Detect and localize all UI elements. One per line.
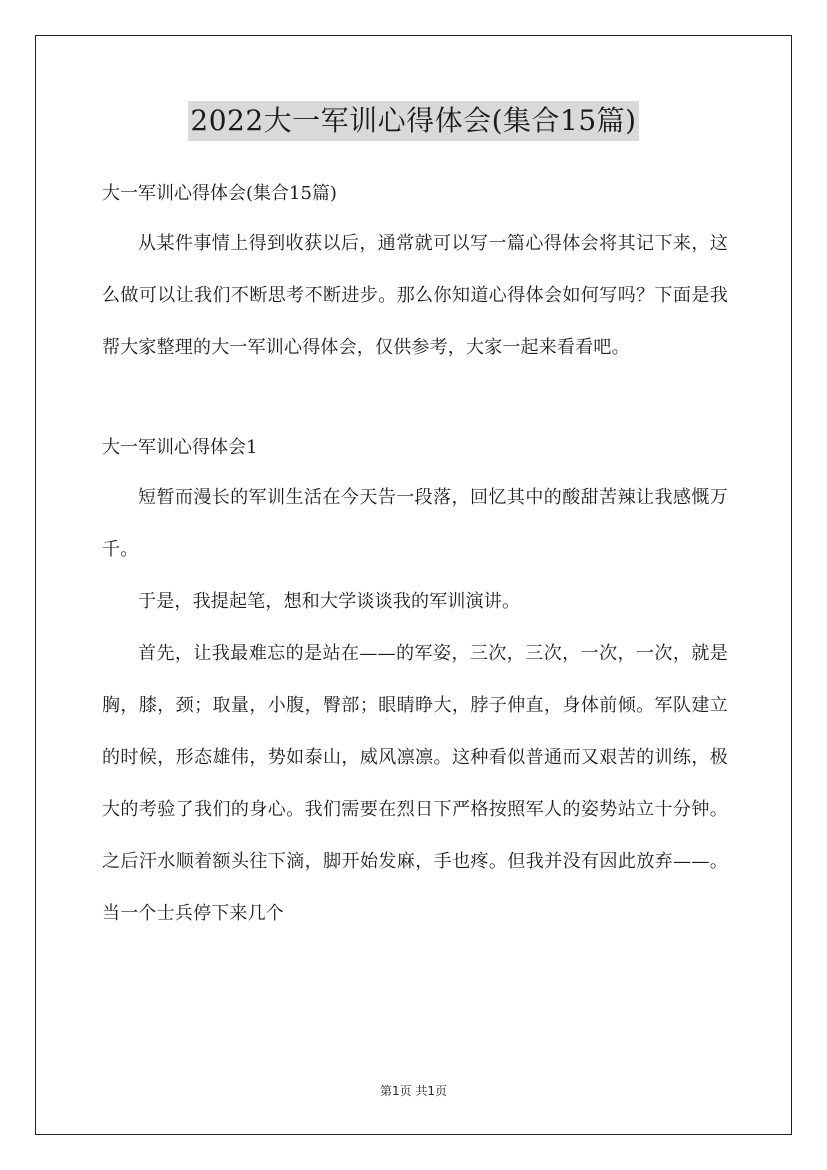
page-number: 第1页 共1页 <box>379 1084 448 1098</box>
section-heading: 大一军训心得体会1 <box>102 437 258 458</box>
title-container <box>0 101 827 141</box>
document-body <box>102 170 728 940</box>
body-paragraph: 首先，让我最难忘的是站在——的军姿，三次，三次，一次，一次，就是胸，膝，颈；取量，小腹，臀部；眼睛睁大，脖子伸直，身体前倾。军队建立的时候，形态雄伟，势如泰山，威风凛凛。这种看似普通而又艰苦的训练，极大的考验了我们的身心。我们需要在烈日下严格按照军人的姿势站立十分钟。之后汗水顺着额头往下滴，脚开始发麻，手也疼。但我并没有因此放弃——。当一个士兵停下来几个 <box>102 643 728 924</box>
intro-paragraph: 从某件事情上得到收获以后，通常就可以写一篇心得体会将其记下来，这么做可以让我们不断思考不断进步。那么你知道心得体会如何写吗？下面是我帮大家整理的大一军训心得体会，仅供参考，大家一起来看看吧。 <box>102 233 728 358</box>
body-paragraph: 于是，我提起笔，想和大学谈谈我的军训演讲。 <box>138 591 521 612</box>
body-paragraph: 短暂而漫长的军训生活在今天告一段落，回忆其中的酸甜苦辣让我感慨万千。 <box>102 487 728 560</box>
document-title: 2022大一军训心得体会(集合15篇) <box>188 101 638 141</box>
document-subtitle: 大一军训心得体会(集合15篇) <box>102 183 337 204</box>
spacer <box>102 374 728 424</box>
page-footer <box>0 1082 827 1099</box>
